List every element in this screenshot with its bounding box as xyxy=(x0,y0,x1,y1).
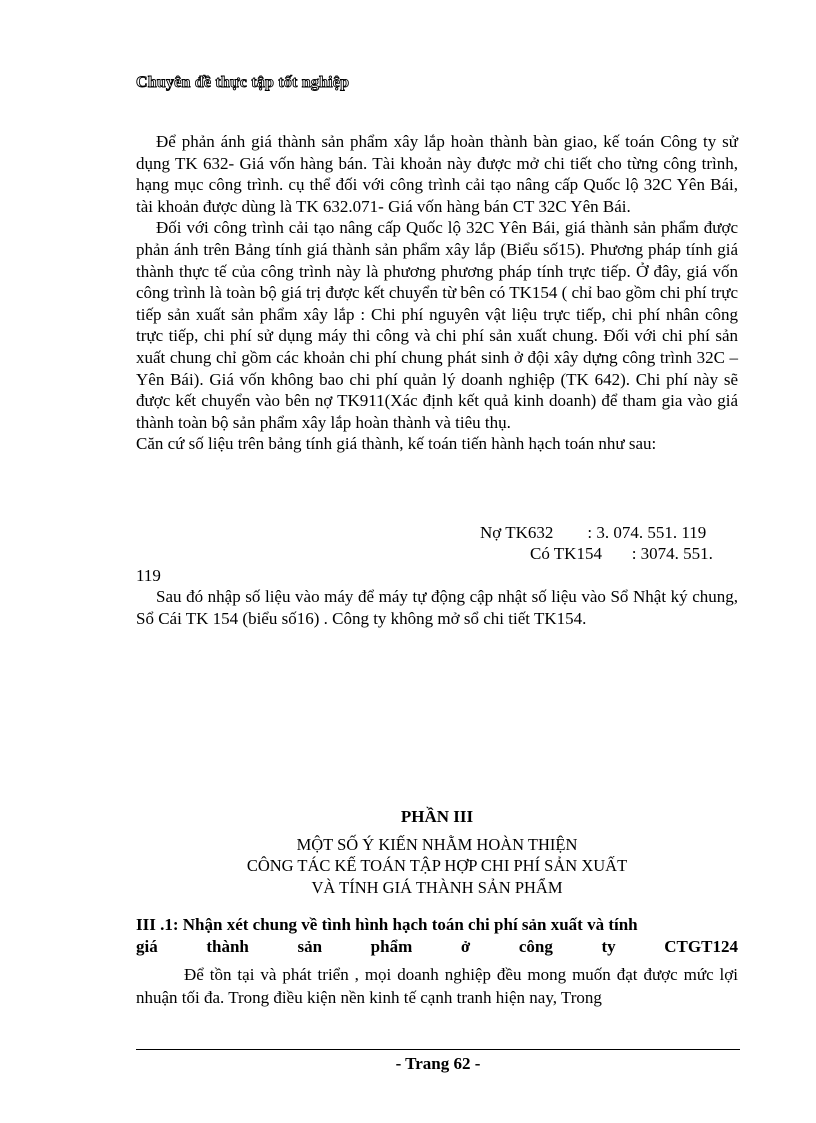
page-number: - Trang 62 - xyxy=(395,1054,481,1073)
heading-word: thành xyxy=(206,937,249,956)
heading-word: phẩm xyxy=(370,937,413,956)
heading-word: sản xyxy=(297,937,323,956)
paragraph-5: Để tồn tại và phát triển , mọi doanh nghiệp đều mong muốn đạt được mức lợi nhuận tối đa. Trong điều kiện nền kinh tế cạnh tranh hiện nay, Trong xyxy=(136,965,738,1007)
heading-word: giá xyxy=(136,937,158,956)
footer-rule xyxy=(136,1049,740,1050)
section-heading xyxy=(136,914,738,958)
ledger-credit-entry: Có TK154 : 3074. 551. xyxy=(530,544,713,563)
paragraph-2: Đối với công trình cải tạo nâng cấp Quốc lộ 32C Yên Bái, giá thành sản phẩm được phản ánh trên Bảng tính giá thành sản phẩm xây lắp (Biểu số15). Phương pháp tính giá thành thực tế của công trình này là phương phương pháp tính trực tiếp. Ở đây, giá vốn công trình là toàn bộ giá trị được kết chuyển từ bên có TK154 ( chỉ bao gồm chi phí trực tiếp sản xuất sản phẩm xây lắp : Chi phí nguyên vật liệu trực tiếp, chi phí nhân công trực tiếp, chi phí sử dụng máy thi công và chi phí sản xuất chung. Đối với chi phí sản xuất chung chỉ gồm các khoản chi phí chung phát sinh ở đội xây dựng công trình 32C – Yên Bái). Giá vốn không bao chi phí quản lý doanh nghiệp (TK 642). Chi phí này sẽ được kết chuyển vào bên nợ TK911(Xác định kết quả kinh doanh) để tham gia vào giá thành toàn bộ sản phẩm xây lắp hoàn thành và tiêu thụ. xyxy=(136,218,738,432)
heading-word: CTGT124 xyxy=(664,937,738,956)
heading-word: công xyxy=(518,937,553,956)
paragraph-1: Để phản ánh giá thành sản phẩm xây lắp hoàn thành bàn giao, kế toán Công ty sử dụng TK 632- Giá vốn hàng bán. Tài khoản này được mở chi tiết cho từng công trình, hạng mục công trình. cụ thể đối với công trình cải tạo nâng cấp Quốc lộ 32C Yên Bái, tài khoản được dùng là TK 632.071- Giá vốn hàng bán CT 32C Yên Bái. xyxy=(136,132,738,216)
part-title: PHẦN III xyxy=(400,807,474,826)
section-heading-line-1: III .1: Nhận xét chung về tình hình hạch toán chi phí sản xuất và tính xyxy=(136,915,638,934)
part-subtitle-1: MỘT SỐ Ý KIẾN NHẰM HOÀN THIỆN xyxy=(296,835,578,854)
body-text-top xyxy=(136,131,738,455)
ledger-credit-wrap: 119 xyxy=(136,566,161,585)
part-subtitle-3: VÀ TÍNH GIÁ THÀNH SẢN PHẨM xyxy=(311,878,563,897)
paragraph-3: Căn cứ số liệu trên bảng tính giá thành, kế toán tiến hành hạch toán như sau: xyxy=(136,434,657,454)
paragraph-4: Sau đó nhập số liệu vào máy để máy tự động cập nhật số liệu vào Sổ Nhật ký chung, Sổ Cái TK 154 (biểu số16) . Công ty không mở sổ chi tiết TK154. xyxy=(136,587,738,628)
body-text-after-ledger xyxy=(136,586,738,629)
running-header: Chuyên đề thực tập tốt nghiệp xyxy=(136,74,350,91)
section-heading-line-2 xyxy=(136,936,738,958)
heading-word: ty xyxy=(601,937,616,956)
part-subtitle-2: CÔNG TÁC KẾ TOÁN TẬP HỢP CHI PHÍ SẢN XUẤT xyxy=(246,856,628,875)
body-text-bottom xyxy=(136,964,738,1009)
ledger-debit-entry: Nợ TK632 : 3. 074. 551. 119 xyxy=(480,523,707,542)
heading-word: ở xyxy=(460,937,471,956)
